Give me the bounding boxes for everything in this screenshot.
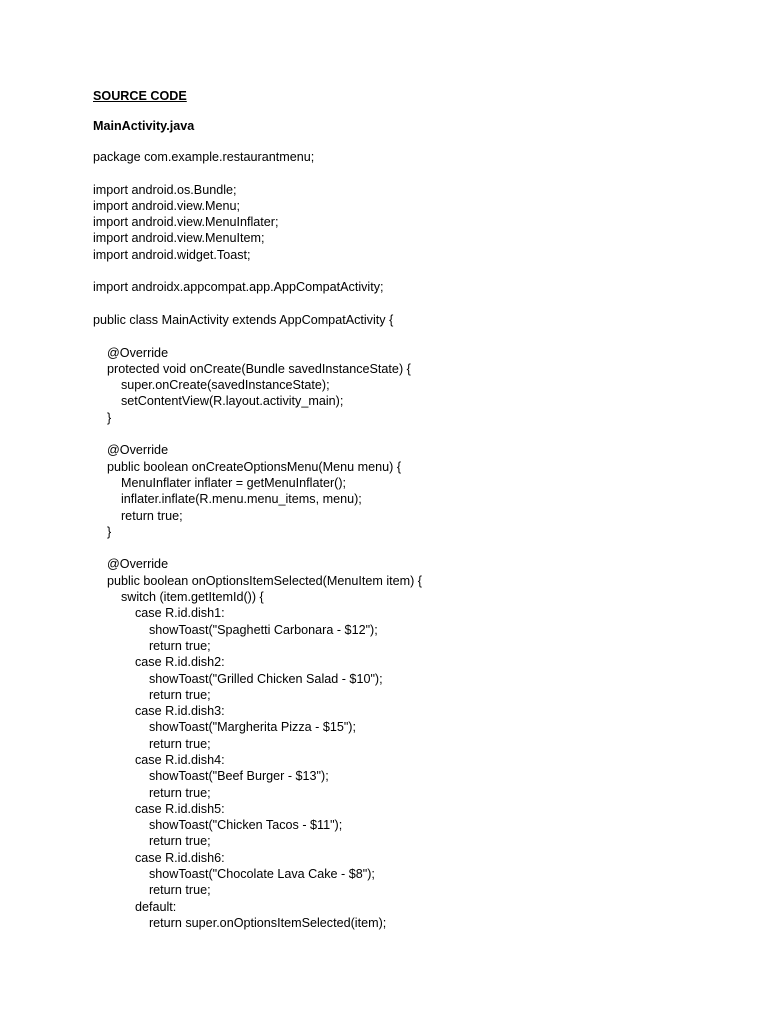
code-line: return true; — [93, 508, 183, 523]
code-line: return super.onOptionsItemSelected(item); — [93, 915, 387, 930]
code-line: protected void onCreate(Bundle savedInstanceState) { — [93, 361, 411, 376]
code-line: import android.os.Bundle; — [93, 182, 237, 197]
code-line: return true; — [93, 834, 211, 849]
code-line — [93, 165, 733, 181]
code-line: showToast("Grilled Chicken Salad - $10"); — [93, 671, 383, 686]
code-line — [93, 540, 733, 556]
code-line — [93, 263, 733, 279]
code-line: case R.id.dish2: — [93, 655, 225, 670]
code-line: switch (item.getItemId()) { — [93, 590, 264, 605]
code-line: showToast("Beef Burger - $13"); — [93, 769, 329, 784]
code-line: showToast("Chicken Tacos - $11"); — [93, 818, 343, 833]
code-line: case R.id.dish6: — [93, 850, 225, 865]
code-line — [93, 296, 733, 312]
code-line: MenuInflater inflater = getMenuInflater(); — [93, 475, 347, 490]
code-line: showToast("Chocolate Lava Cake - $8"); — [93, 867, 375, 882]
code-line: public boolean onCreateOptionsMenu(Menu menu) { — [93, 459, 402, 474]
code-line: import android.view.MenuItem; — [93, 231, 265, 246]
code-line — [93, 426, 733, 442]
code-line: @Override — [93, 443, 169, 458]
code-line: import androidx.appcompat.app.AppCompatActivity; — [93, 280, 384, 295]
code-line: default: — [93, 899, 177, 914]
source-code-block — [93, 149, 733, 931]
code-line: case R.id.dish5: — [93, 801, 225, 816]
code-line: @Override — [93, 557, 169, 572]
code-line: return true; — [93, 638, 211, 653]
code-line: public class MainActivity extends AppCompatActivity { — [93, 312, 394, 327]
code-line: import android.view.MenuInflater; — [93, 215, 279, 230]
section-heading: SOURCE CODE — [93, 89, 187, 103]
code-line: } — [93, 410, 112, 425]
code-line: public boolean onOptionsItemSelected(MenuItem item) { — [93, 573, 423, 588]
code-line: @Override — [93, 345, 169, 360]
code-line: import android.widget.Toast; — [93, 247, 251, 262]
code-line: return true; — [93, 687, 211, 702]
code-line: super.onCreate(savedInstanceState); — [93, 378, 330, 393]
code-line: showToast("Margherita Pizza - $15"); — [93, 720, 357, 735]
code-line — [93, 328, 733, 344]
code-line: package com.example.restaurantmenu; — [93, 150, 315, 164]
code-line: return true; — [93, 736, 211, 751]
code-line: case R.id.dish4: — [93, 752, 225, 767]
code-line: import android.view.Menu; — [93, 198, 240, 213]
code-line: return true; — [93, 785, 211, 800]
code-line: case R.id.dish1: — [93, 606, 225, 621]
code-line: setContentView(R.layout.activity_main); — [93, 394, 344, 409]
file-name: MainActivity.java — [93, 119, 195, 133]
code-line: case R.id.dish3: — [93, 704, 225, 719]
code-line: showToast("Spaghetti Carbonara - $12"); — [93, 622, 378, 637]
code-line: return true; — [93, 883, 211, 898]
code-line: } — [93, 524, 112, 539]
code-line: inflater.inflate(R.menu.menu_items, menu); — [93, 492, 362, 507]
